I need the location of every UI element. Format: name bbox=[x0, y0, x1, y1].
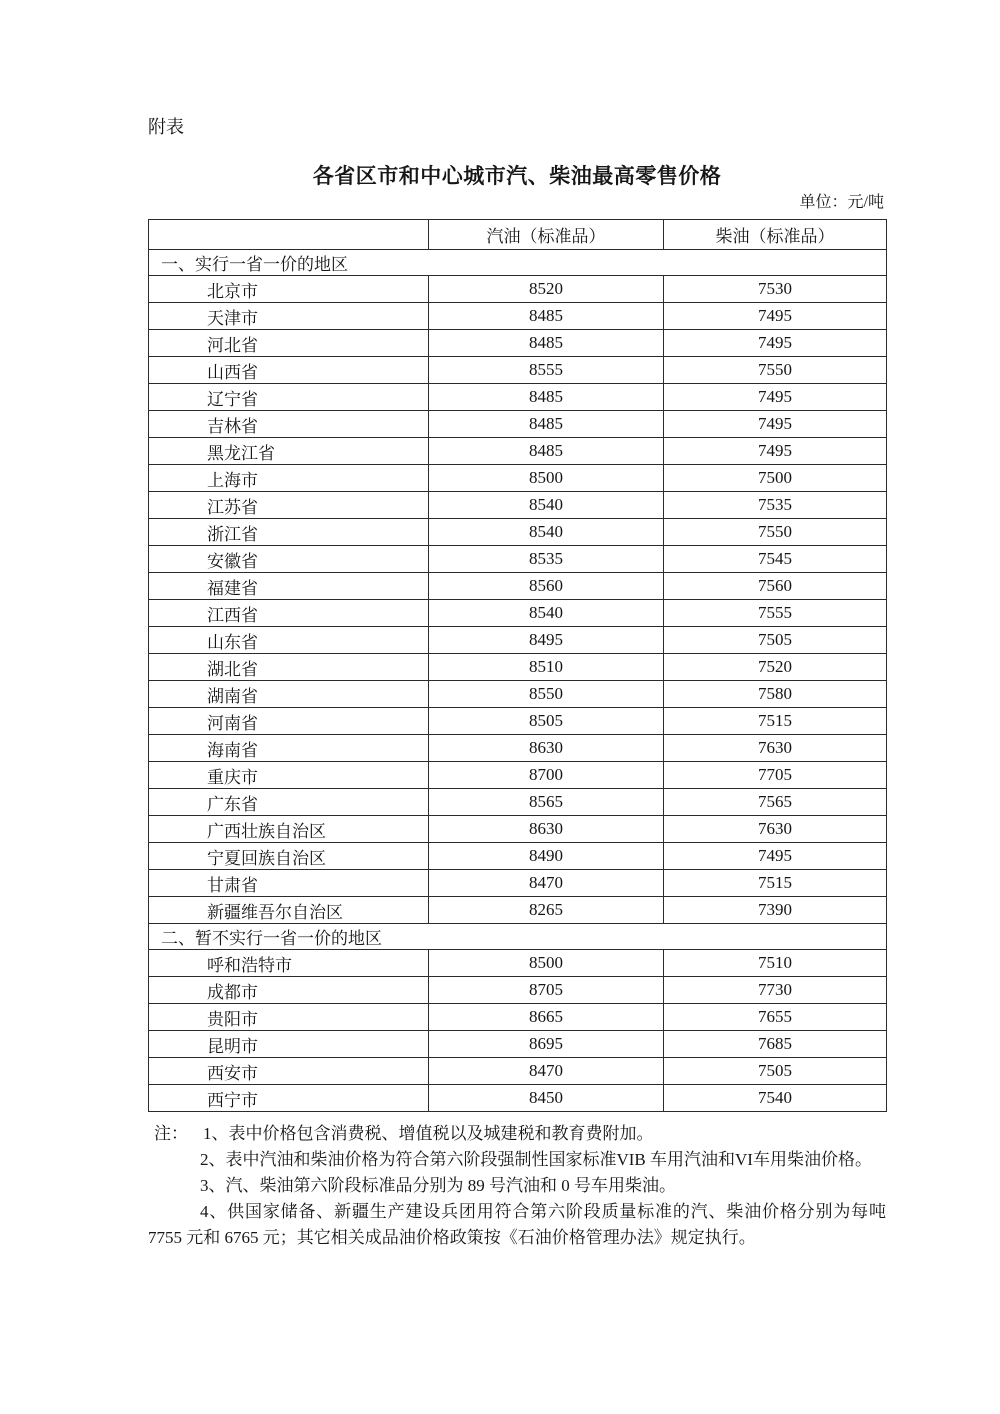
gasoline-price-cell: 8470 bbox=[429, 1058, 664, 1085]
gasoline-price-cell: 8630 bbox=[429, 735, 664, 762]
diesel-price-cell: 7515 bbox=[664, 708, 887, 735]
diesel-price-cell: 7565 bbox=[664, 789, 887, 816]
diesel-price-cell: 7560 bbox=[664, 573, 887, 600]
diesel-price-cell: 7500 bbox=[664, 465, 887, 492]
gasoline-price-cell: 8700 bbox=[429, 762, 664, 789]
table-row bbox=[149, 627, 887, 654]
diesel-price-cell: 7580 bbox=[664, 681, 887, 708]
diesel-column-header: 柴油（标准品） bbox=[664, 220, 887, 250]
region-cell: 上海市 bbox=[149, 465, 429, 492]
region-cell: 西安市 bbox=[149, 1058, 429, 1085]
price-table-body bbox=[149, 250, 887, 1112]
region-cell: 河南省 bbox=[149, 708, 429, 735]
gasoline-price-cell: 8535 bbox=[429, 546, 664, 573]
table-row bbox=[149, 897, 887, 924]
table-row bbox=[149, 708, 887, 735]
gasoline-price-cell: 8630 bbox=[429, 816, 664, 843]
region-cell: 贵阳市 bbox=[149, 1004, 429, 1031]
diesel-price-cell: 7495 bbox=[664, 438, 887, 465]
table-row bbox=[149, 546, 887, 573]
region-cell: 河北省 bbox=[149, 330, 429, 357]
gasoline-price-cell: 8510 bbox=[429, 654, 664, 681]
gasoline-price-cell: 8485 bbox=[429, 411, 664, 438]
gasoline-price-cell: 8265 bbox=[429, 897, 664, 924]
region-cell: 江苏省 bbox=[149, 492, 429, 519]
diesel-price-cell: 7550 bbox=[664, 519, 887, 546]
diesel-price-cell: 7685 bbox=[664, 1031, 887, 1058]
table-header-row bbox=[149, 220, 887, 250]
region-cell: 甘肃省 bbox=[149, 870, 429, 897]
gasoline-price-cell: 8490 bbox=[429, 843, 664, 870]
table-row bbox=[149, 1031, 887, 1058]
table-row bbox=[149, 977, 887, 1004]
table-row bbox=[149, 762, 887, 789]
notes-label: 注： bbox=[154, 1124, 188, 1143]
gasoline-price-cell: 8520 bbox=[429, 276, 664, 303]
gasoline-price-cell: 8550 bbox=[429, 681, 664, 708]
note-item bbox=[148, 1121, 886, 1147]
region-cell: 江西省 bbox=[149, 600, 429, 627]
table-row bbox=[149, 330, 887, 357]
table-row bbox=[149, 654, 887, 681]
note-item: 4、供国家储备、新疆生产建设兵团用符合第六阶段质量标准的汽、柴油价格分别为每吨 7755 元和 6765 元；其它相关成品油价格政策按《石油价格管理办法》规定执行。 bbox=[148, 1202, 886, 1247]
diesel-price-cell: 7505 bbox=[664, 627, 887, 654]
section-header: 一、实行一省一价的地区 bbox=[149, 250, 887, 276]
gasoline-price-cell: 8555 bbox=[429, 357, 664, 384]
diesel-price-cell: 7550 bbox=[664, 357, 887, 384]
gasoline-price-cell: 8540 bbox=[429, 600, 664, 627]
note-item: 2、表中汽油和柴油价格为符合第六阶段强制性国家标准VIB 车用汽油和VI车用柴油价格。 bbox=[200, 1150, 872, 1169]
diesel-price-cell: 7535 bbox=[664, 492, 887, 519]
gasoline-price-cell: 8705 bbox=[429, 977, 664, 1004]
region-cell: 山东省 bbox=[149, 627, 429, 654]
note-item: 3、汽、柴油第六阶段标准品分别为 89 号汽油和 0 号车用柴油。 bbox=[200, 1176, 676, 1195]
notes bbox=[148, 1112, 886, 1251]
region-cell: 成都市 bbox=[149, 977, 429, 1004]
table-row bbox=[149, 438, 887, 465]
diesel-price-cell: 7730 bbox=[664, 977, 887, 1004]
section-header-row bbox=[149, 250, 887, 276]
gasoline-price-cell: 8500 bbox=[429, 950, 664, 977]
diesel-price-cell: 7555 bbox=[664, 600, 887, 627]
diesel-price-cell: 7495 bbox=[664, 411, 887, 438]
region-cell: 天津市 bbox=[149, 303, 429, 330]
gasoline-price-cell: 8665 bbox=[429, 1004, 664, 1031]
unit-label: 单位：元/吨 bbox=[799, 194, 884, 211]
region-cell: 西宁市 bbox=[149, 1085, 429, 1112]
gasoline-price-cell: 8485 bbox=[429, 384, 664, 411]
gasoline-price-cell: 8540 bbox=[429, 519, 664, 546]
table-row bbox=[149, 600, 887, 627]
region-cell: 广西壮族自治区 bbox=[149, 816, 429, 843]
page-title: 各省区市和中心城市汽、柴油最高零售价格 bbox=[312, 164, 722, 188]
gasoline-price-cell: 8695 bbox=[429, 1031, 664, 1058]
diesel-price-cell: 7495 bbox=[664, 843, 887, 870]
diesel-price-cell: 7495 bbox=[664, 303, 887, 330]
diesel-price-cell: 7510 bbox=[664, 950, 887, 977]
region-cell: 海南省 bbox=[149, 735, 429, 762]
gasoline-price-cell: 8485 bbox=[429, 330, 664, 357]
section-header-row bbox=[149, 924, 887, 950]
region-cell: 福建省 bbox=[149, 573, 429, 600]
table-row bbox=[149, 843, 887, 870]
region-cell: 新疆维吾尔自治区 bbox=[149, 897, 429, 924]
diesel-price-cell: 7655 bbox=[664, 1004, 887, 1031]
region-cell: 湖南省 bbox=[149, 681, 429, 708]
table-row bbox=[149, 276, 887, 303]
table-row bbox=[149, 789, 887, 816]
gasoline-price-cell: 8505 bbox=[429, 708, 664, 735]
gasoline-price-cell: 8565 bbox=[429, 789, 664, 816]
diesel-price-cell: 7495 bbox=[664, 384, 887, 411]
table-row bbox=[149, 816, 887, 843]
region-cell: 昆明市 bbox=[149, 1031, 429, 1058]
gasoline-price-cell: 8560 bbox=[429, 573, 664, 600]
region-cell: 山西省 bbox=[149, 357, 429, 384]
appendix-label: 附表 bbox=[148, 117, 184, 137]
table-row bbox=[149, 870, 887, 897]
gasoline-column-header: 汽油（标准品） bbox=[429, 220, 664, 250]
diesel-price-cell: 7505 bbox=[664, 1058, 887, 1085]
region-cell: 广东省 bbox=[149, 789, 429, 816]
region-cell: 辽宁省 bbox=[149, 384, 429, 411]
table-row bbox=[149, 1085, 887, 1112]
region-cell: 呼和浩特市 bbox=[149, 950, 429, 977]
table-row bbox=[149, 357, 887, 384]
region-cell: 北京市 bbox=[149, 276, 429, 303]
diesel-price-cell: 7520 bbox=[664, 654, 887, 681]
region-column-header bbox=[149, 220, 429, 250]
diesel-price-cell: 7540 bbox=[664, 1085, 887, 1112]
diesel-price-cell: 7545 bbox=[664, 546, 887, 573]
table-row bbox=[149, 519, 887, 546]
table-row bbox=[149, 411, 887, 438]
diesel-price-cell: 7630 bbox=[664, 735, 887, 762]
gasoline-price-cell: 8500 bbox=[429, 465, 664, 492]
diesel-price-cell: 7515 bbox=[664, 870, 887, 897]
region-cell: 宁夏回族自治区 bbox=[149, 843, 429, 870]
price-table bbox=[148, 219, 887, 1112]
table-row bbox=[149, 303, 887, 330]
diesel-price-cell: 7705 bbox=[664, 762, 887, 789]
gasoline-price-cell: 8450 bbox=[429, 1085, 664, 1112]
gasoline-price-cell: 8540 bbox=[429, 492, 664, 519]
table-row bbox=[149, 681, 887, 708]
table-row bbox=[149, 950, 887, 977]
region-cell: 浙江省 bbox=[149, 519, 429, 546]
table-row bbox=[149, 1004, 887, 1031]
diesel-price-cell: 7530 bbox=[664, 276, 887, 303]
region-cell: 安徽省 bbox=[149, 546, 429, 573]
gasoline-price-cell: 8485 bbox=[429, 303, 664, 330]
region-cell: 吉林省 bbox=[149, 411, 429, 438]
region-cell: 湖北省 bbox=[149, 654, 429, 681]
table-row bbox=[149, 735, 887, 762]
table-row bbox=[149, 1058, 887, 1085]
diesel-price-cell: 7630 bbox=[664, 816, 887, 843]
section-header: 二、暂不实行一省一价的地区 bbox=[149, 924, 887, 950]
table-row bbox=[149, 492, 887, 519]
gasoline-price-cell: 8470 bbox=[429, 870, 664, 897]
table-row bbox=[149, 465, 887, 492]
diesel-price-cell: 7390 bbox=[664, 897, 887, 924]
gasoline-price-cell: 8485 bbox=[429, 438, 664, 465]
table-row bbox=[149, 573, 887, 600]
document-page bbox=[148, 0, 886, 1251]
diesel-price-cell: 7495 bbox=[664, 330, 887, 357]
note-text: 1、表中价格包含消费税、增值税以及城建税和教育费附加。 bbox=[203, 1124, 654, 1143]
region-cell: 重庆市 bbox=[149, 762, 429, 789]
gasoline-price-cell: 8495 bbox=[429, 627, 664, 654]
region-cell: 黑龙江省 bbox=[149, 438, 429, 465]
table-row bbox=[149, 384, 887, 411]
